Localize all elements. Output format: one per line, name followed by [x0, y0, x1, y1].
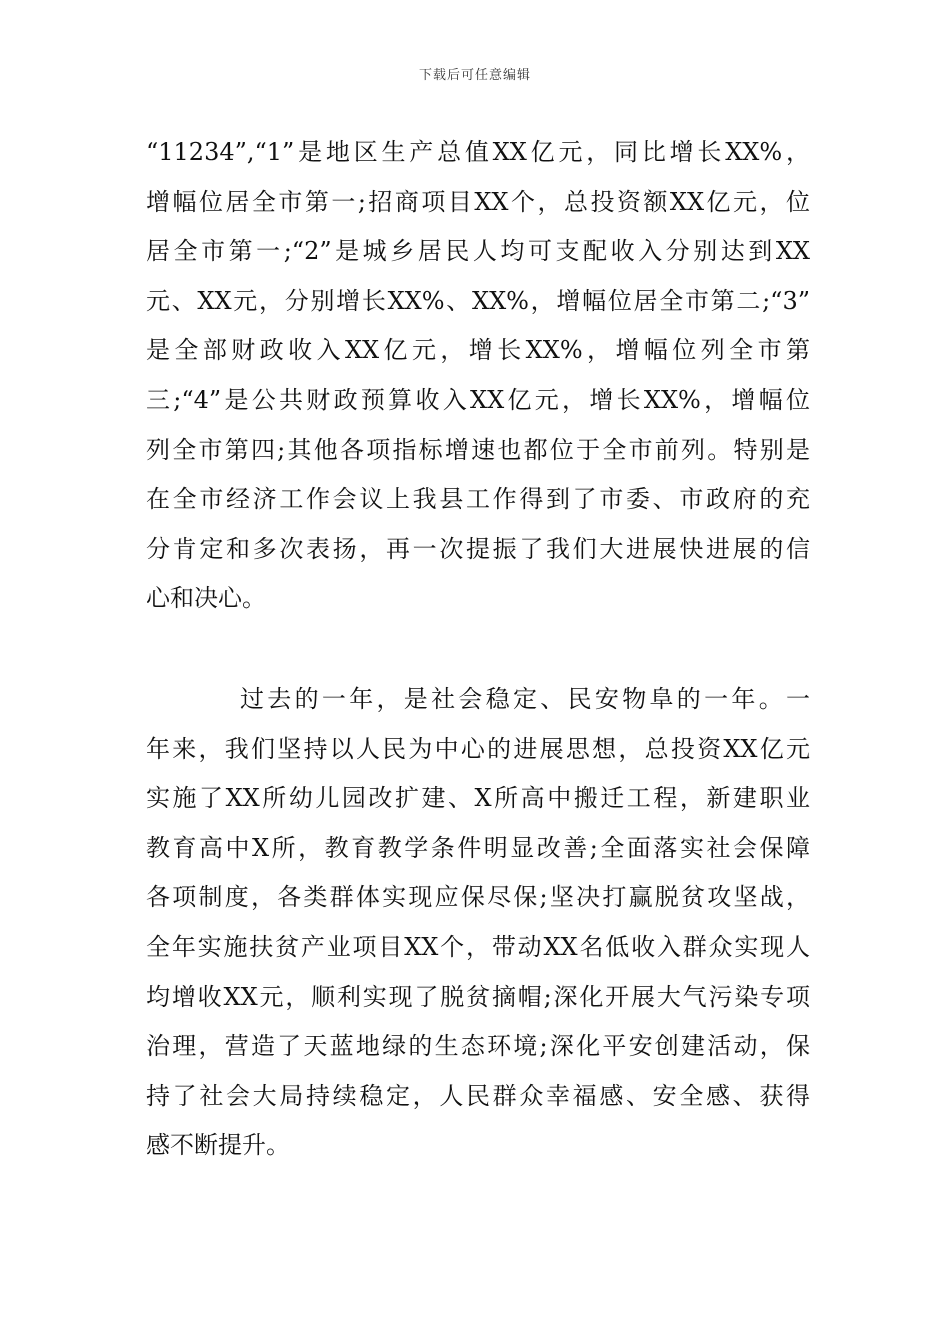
- paragraph-line: 均增收XX元，顺利实现了脱贫摘帽;深化开展大气污染专项: [146, 982, 810, 1011]
- paragraph-economy: [146, 128, 810, 624]
- paragraph-line: 元、XX元，分别增长XX%、XX%，增幅位居全市第二;“3”: [146, 286, 810, 315]
- paragraph-line: 列全市第四;其他各项指标增速也都位于全市前列。特别是: [146, 435, 810, 464]
- paragraph-line: 三;“4”是公共财政预算收入XX亿元，增长XX%，增幅位: [146, 385, 810, 414]
- paragraph-line: 教育高中X所，教育教学条件明显改善;全面落实社会保障: [146, 833, 810, 862]
- paragraph-line: 实施了XX所幼儿园改扩建、X所高中搬迁工程，新建职业: [146, 784, 810, 813]
- paragraph-line: 持了社会大局持续稳定，人民群众幸福感、安全感、获得: [146, 1081, 810, 1110]
- paragraph-line: 心和决心。: [146, 584, 266, 613]
- paragraph-line: “11234”,“1”是地区生产总值XX亿元，同比增长XX%，: [146, 138, 810, 166]
- paragraph-line: 分肯定和多次表扬，再一次提振了我们大进展快进展的信: [146, 534, 810, 563]
- paragraph-society: [146, 675, 810, 1171]
- paragraph-line: 在全市经济工作会议上我县工作得到了市委、市政府的充: [146, 485, 810, 514]
- paragraph-line: 居全市第一;“2”是城乡居民人均可支配收入分别达到XX: [146, 237, 810, 266]
- paragraph-line: 全年实施扶贫产业项目XX个，带动XX名低收入群众实现人: [146, 932, 810, 961]
- paragraph-line: 治理，营造了天蓝地绿的生态环境;深化平安创建活动，保: [146, 1032, 810, 1061]
- page-header: 下载后可任意编辑: [418, 68, 531, 83]
- paragraph-line: 年来，我们坚持以人民为中心的进展思想，总投资XX亿元: [146, 734, 810, 763]
- paragraph-line: 感不断提升。: [146, 1131, 290, 1160]
- paragraph-line: 增幅位居全市第一;招商项目XX个，总投资额XX亿元，位: [146, 187, 810, 216]
- paragraph-line: 是全部财政收入XX亿元，增长XX%，增幅位列全市第: [146, 336, 810, 365]
- paragraph-line: 过去的一年，是社会稳定、民安物阜的一年。一: [240, 685, 810, 713]
- paragraph-line: 各项制度，各类群体实现应保尽保;坚决打赢脱贫攻坚战，: [146, 883, 810, 912]
